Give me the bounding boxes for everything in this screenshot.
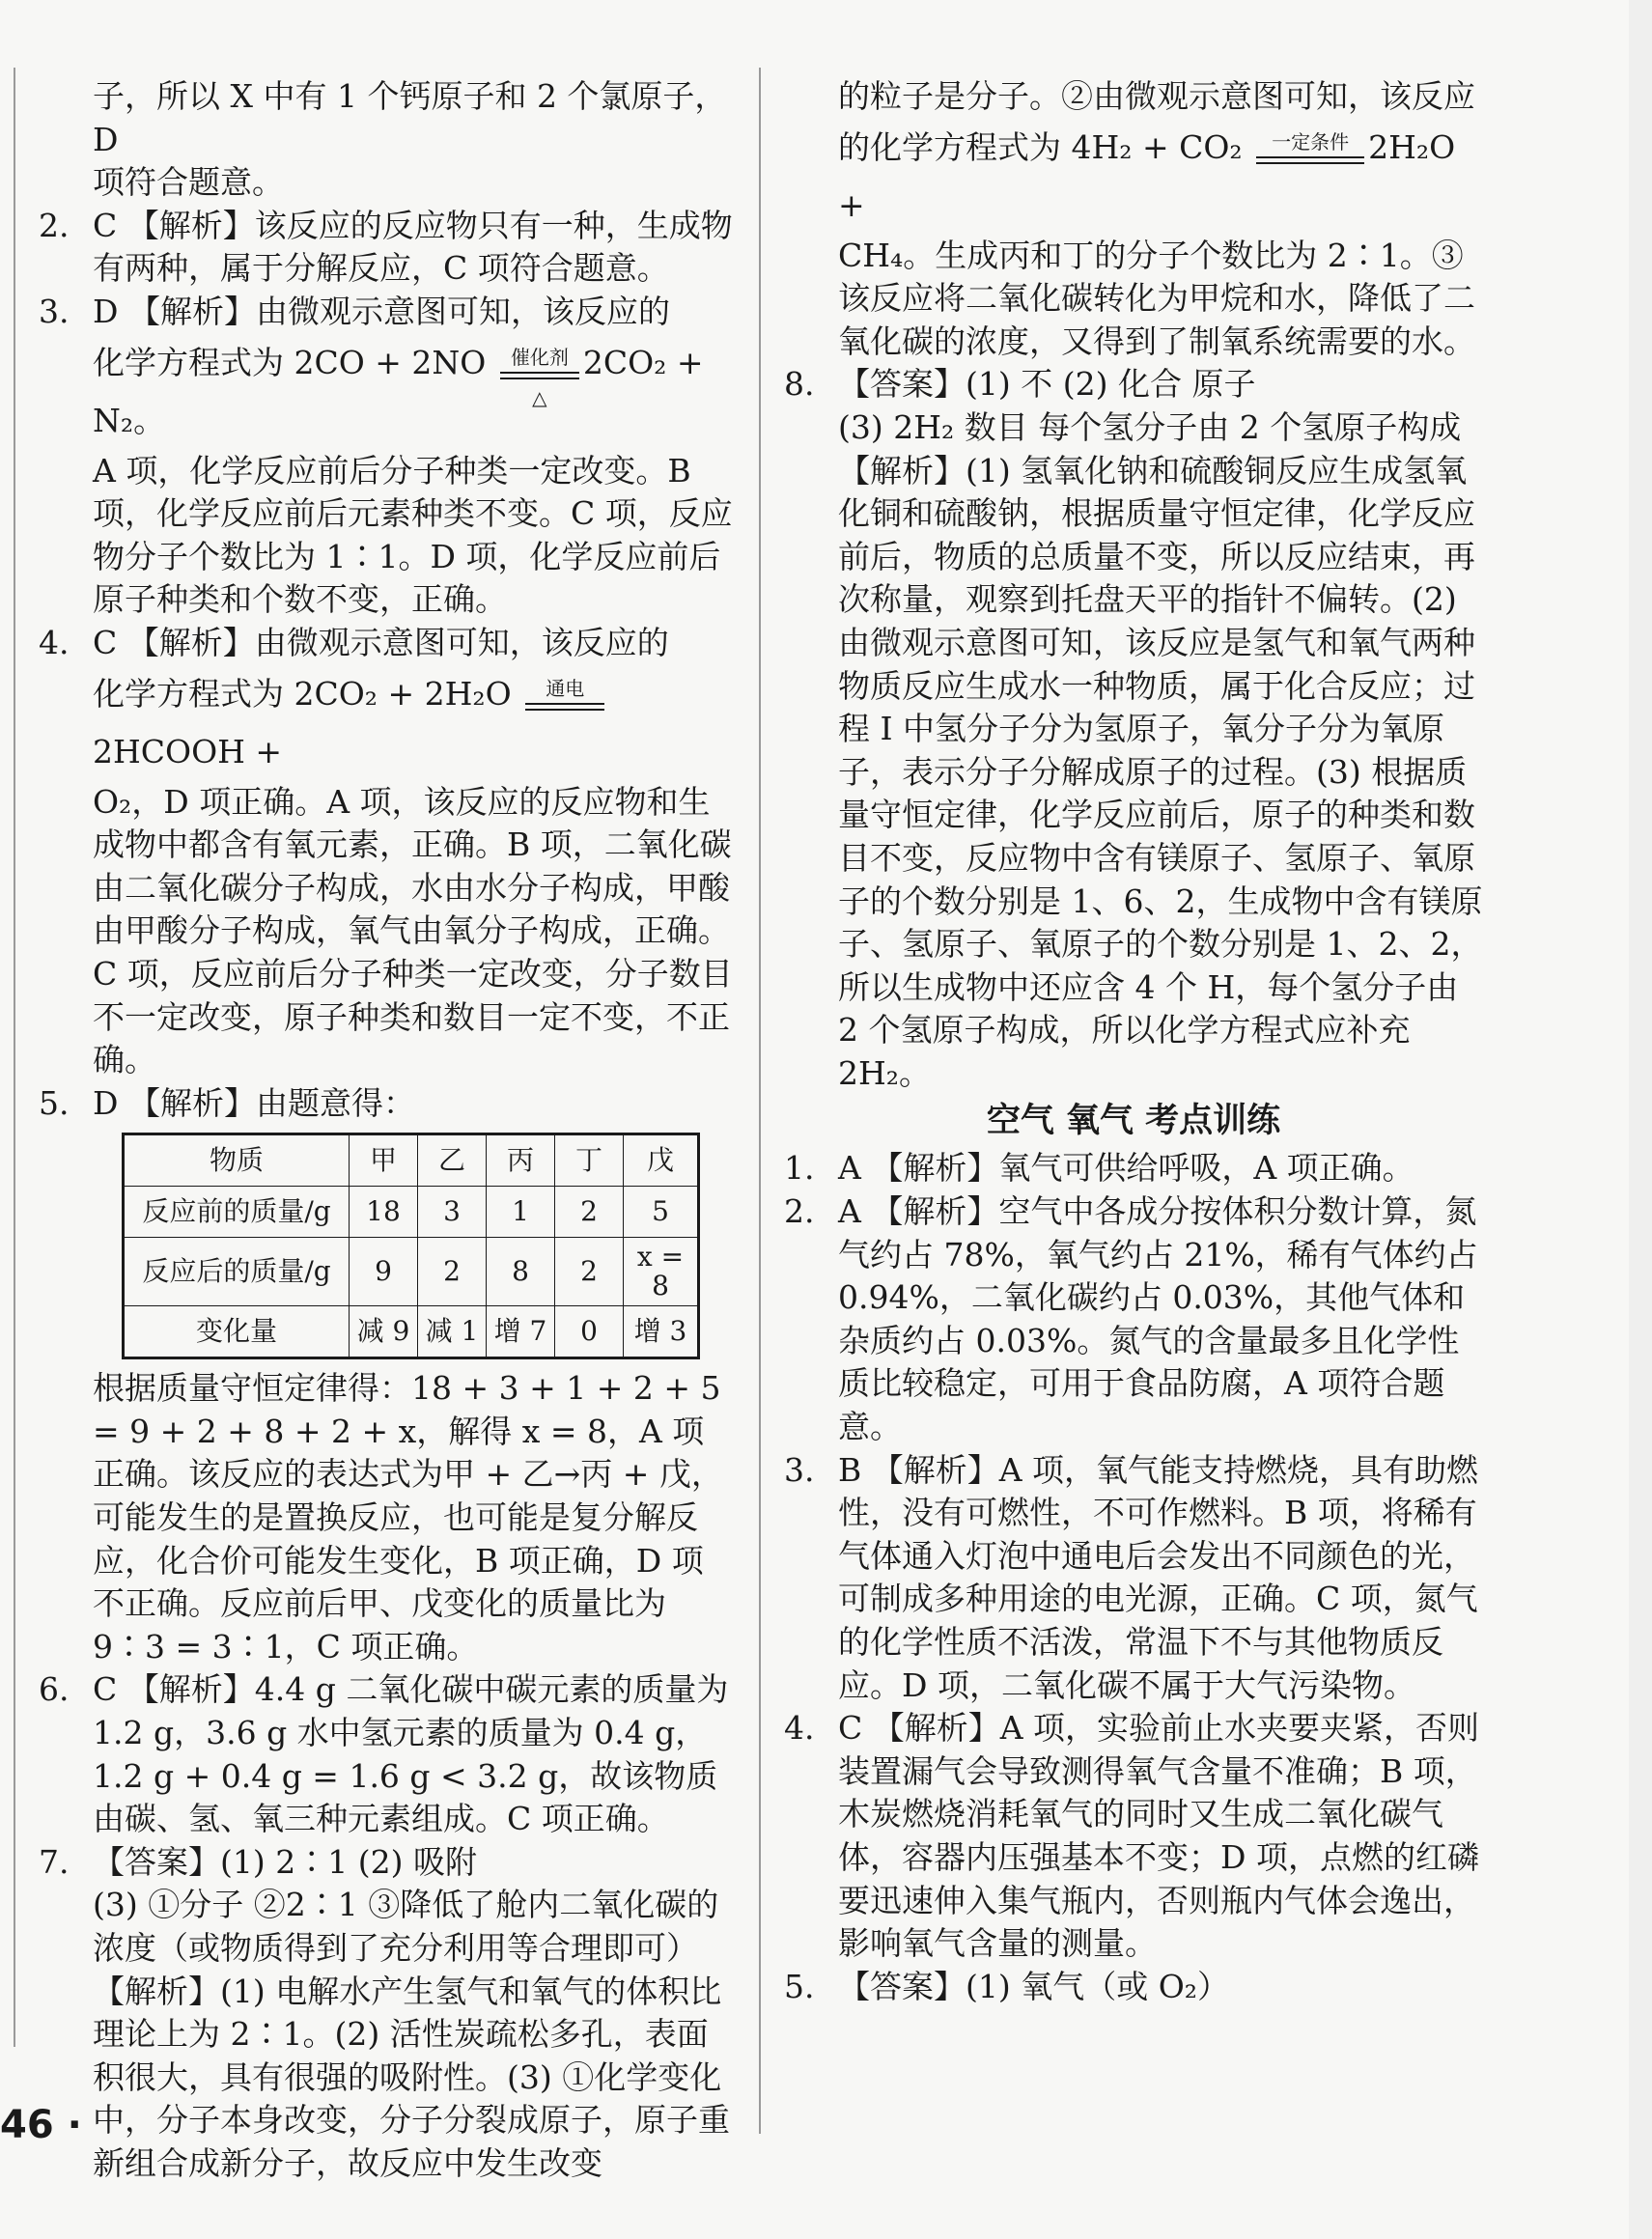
table-cell: 减 9 [350,1306,418,1358]
equation-left: 化学方程式为 2CO + 2NO [93,343,487,381]
item-text: A 【解析】空气中各成分按体积分数计算，氮气约占 78%，氧气约占 21%，稀有气体约占 0.94%，二氧化碳约占 0.03%，其他气体和杂质约占 0.03%。氮气的含量最多且化学性质比较稳定，可用于食品防腐，A 项符合题意。 [838,1192,1478,1446]
table-row [124,1187,699,1238]
item-number: 8. [784,365,815,404]
item-explanation: 【解析】(1) 氢氧化钠和硫酸铜反应生成氢氧化铜和硫酸钠，根据质量守恒定律，化学反应前后，物质的总质量不变，所以反应结束，再次称量，观察到托盘天平的指针不偏转。(2) 由微观示意图可知，该反应是氢气和氧气两种物质反应生成水一种物质，属于化合反应；过程 Ⅰ 中氢分子分为氢原子，氧分子分为氧原子，表示分子分解成原子的过程。(3) 根据质量守恒定律，化学反应前后，原子的种类和数目不变，反应物中含有镁原子、氢原子、氧原子的个数分别是 1、6、2，生成物中含有镁原子、氢原子、氧原子的个数分别是 1、2、2，所以生成物中还应含 4 个 H，每个氢分子由 2 个氢原子构成，所以化学方程式应补充 2H₂。 [838,451,1483,1092]
table-cell: x = 8 [624,1238,699,1306]
table-cell: 增 3 [624,1306,699,1358]
table-cell: 18 [350,1187,418,1238]
item-answer: 【答案】(1) 不 (2) 化合 原子 [838,365,1256,404]
item-text: B 【解析】A 项，氧气能支持燃烧，具有助燃性，没有可燃性，不可作燃料。B 项，将稀有气体通入灯泡中通电后会发出不同颜色的光，可制成多种用途的电光源，正确。C 项，氮气的化学性质不活泼，常温下不与其他物质反应。D 项，二氧化碳不属于大气污染物。 [838,1450,1479,1704]
equation-right: 2CO₂ + N₂。 [93,343,704,439]
answer-item-8 [784,363,1483,1095]
equation-line [93,334,734,450]
answer-item-4 [39,622,734,1082]
equals-line-top [1256,156,1364,158]
mass-table [122,1133,700,1359]
item-number: 4. [39,623,70,661]
answer-item-3 [39,291,734,622]
q1-line2: 项符合题意。 [93,163,284,202]
condition-top: 一定条件 [1272,129,1350,154]
page-number: 46 · [0,2103,82,2147]
section-item-1 [784,1147,1483,1190]
equation-left: 的化学方程式为 4H₂ + CO₂ [838,127,1243,166]
table-cell: 1 [487,1187,555,1238]
equation-right: 2H₂O + [838,127,1456,224]
left-column [39,75,734,2186]
section-item-2 [784,1190,1483,1449]
q7-continuation-line: 的粒子是分子。②由微观示意图可知，该反应 [838,77,1475,115]
item-explanation: O₂，D 项正确。A 项，该反应的反应物和生成物中都含有氧元素，正确。B 项，二氧化碳由二氧化碳分子构成，水由水分子构成，甲酸由甲酸分子构成，氧气由氧分子构成，正确。C 项，反应前后分子种类一定改变，分子数目不一定改变，原子种类和数目一定不变，不正确。 [93,782,733,1079]
q1-line1: 子，所以 X 中有 1 个钙原子和 2 个氯原子，D [93,77,727,158]
item-number: 3. [39,292,70,330]
table-cell: 反应后的质量/g [124,1238,350,1306]
item-text: C 【解析】A 项，实验前止水夹要夹紧，否则装置漏气会导致测得氧气含量不准确；B 项，木炭燃烧消耗氧气的同时又生成二氧化碳气体，容器内压强基本不变；D 项，点燃的红磷要迅速伸入集气瓶内，否则瓶内气体会逸出，影响氧气含量的测量。 [838,1709,1480,1963]
equation-line [93,665,734,781]
item-5-explanation: 根据质量守恒定律得：18 + 3 + 1 + 2 + 5 = 9 + 2 + 8 + 2 + x，解得 x = 8，A 项正确。该反应的表达式为甲 + 乙→丙 + 戊，可能发生的是置换反应，也可能是复分解反应，化合价可能发生变化，B 项正确，D 项不正确。反应前后甲、戊变化的质量比为 9∶3 = 3∶1，C 项正确。 [93,1369,723,1665]
table-cell: 乙 [418,1134,487,1187]
equals-line-top [500,372,579,374]
table-cell: 5 [624,1187,699,1238]
item-text: C 【解析】该反应的反应物只有一种，生成物有两种，属于分解反应，C 项符合题意。 [93,206,733,288]
item-answer-part3: (3) ①分子 ②2∶1 ③降低了舱内二氧化碳的浓度（或物质得到了充分利用等合理即可） [93,1886,719,1967]
section-item-4 [784,1707,1483,1966]
table-cell: 丙 [487,1134,555,1187]
item-number: 5. [784,1967,815,2005]
table-cell: 物质 [124,1134,350,1187]
item-text: 【答案】(1) 氧气（或 O₂） [838,1967,1230,2005]
table-cell: 2 [555,1187,624,1238]
item-text: D 【解析】由题意得： [93,1083,415,1122]
table-cell: 变化量 [124,1306,350,1358]
table-cell: 3 [418,1187,487,1238]
item-number: 7. [39,1842,70,1881]
page-edge-shadow [1629,0,1652,2239]
left-margin-rule [14,68,15,2047]
item-text: A 【解析】氧气可供给呼吸，A 项正确。 [838,1149,1414,1188]
table-cell: 0 [555,1306,624,1358]
column-divider [759,68,761,2134]
table-cell: 9 [350,1238,418,1306]
item-number: 2. [784,1192,815,1231]
equals-line-bottom [525,709,604,711]
table-cell: 戊 [624,1134,699,1187]
item-number: 3. [784,1450,815,1489]
item-text: D 【解析】由微观示意图可知，该反应的 [93,292,670,330]
condition-top: 通电 [546,676,585,700]
condition-bottom: △ [532,385,547,409]
answer-item-5 [39,1082,734,1126]
answer-item-7 [39,1841,734,2186]
table-cell: 减 1 [418,1306,487,1358]
item-number: 4. [784,1709,815,1748]
table-row [124,1306,699,1358]
equation-line [784,119,1483,235]
section-item-5 [784,1966,1483,2009]
item-answer-part3: (3) 2H₂ 数目 每个氢分子由 2 个氢原子构成 [838,407,1462,446]
equals-line-bottom [500,378,579,379]
equation-left: 化学方程式为 2CO₂ + 2H₂O [93,674,512,713]
q1-continuation [39,75,734,205]
table-cell: 2 [418,1238,487,1306]
equation-right: 2HCOOH + [93,732,283,770]
table-row [124,1238,699,1306]
item-number: 6. [39,1670,70,1709]
item-number: 2. [39,206,70,244]
equals-line-bottom [1256,162,1364,164]
item-explanation: A 项，化学反应前后分子种类一定改变。B 项，化学反应前后元素种类不变。C 项，反应物分子个数比为 1∶1。D 项，化学反应前后原子种类和个数不变，正确。 [93,451,733,619]
answer-item-6 [39,1668,734,1840]
table-cell: 反应前的质量/g [124,1187,350,1238]
equals-line-top [525,703,604,705]
table-header-row [124,1134,699,1187]
item-number: 5. [39,1083,70,1122]
table-cell: 增 7 [487,1306,555,1358]
table-cell: 甲 [350,1134,418,1187]
table-cell: 8 [487,1238,555,1306]
condition-top: 催化剂 [510,345,569,369]
item-text: C 【解析】4.4 g 二氧化碳中碳元素的质量为 1.2 g，3.6 g 水中氢元素的质量为 0.4 g，1.2 g + 0.4 g = 1.6 g < 3.2 g，故该物质由碳、氢、氧三种元素组成。C 项正确。 [93,1670,729,1838]
answer-item-2 [39,205,734,291]
q7-continuation-text: CH₄。生成丙和丁的分子个数比为 2∶1。③该反应将二氧化碳转化为甲烷和水，降低了二氧化碳的浓度，又得到了制氧系统需要的水。 [838,236,1475,360]
section-title: 空气 氧气 考点训练 [986,1102,1281,1141]
table-cell: 2 [555,1238,624,1306]
right-column [784,75,1483,2008]
item-text: C 【解析】由微观示意图可知，该反应的 [93,623,669,661]
section-item-3 [784,1449,1483,1708]
table-cell: 丁 [555,1134,624,1187]
item-answer: 【答案】(1) 2∶1 (2) 吸附 [93,1842,477,1881]
item-number: 1. [784,1149,815,1188]
item-explanation: 【解析】(1) 电解水产生氢气和氧气的体积比理论上为 2∶1。(2) 活性炭疏松多孔，表面积很大，具有很强的吸附性。(3) ①化学变化中，分子本身改变，分子分裂成原子，原子重新组合成新分子，故反应中发生改变 [93,1972,730,2182]
